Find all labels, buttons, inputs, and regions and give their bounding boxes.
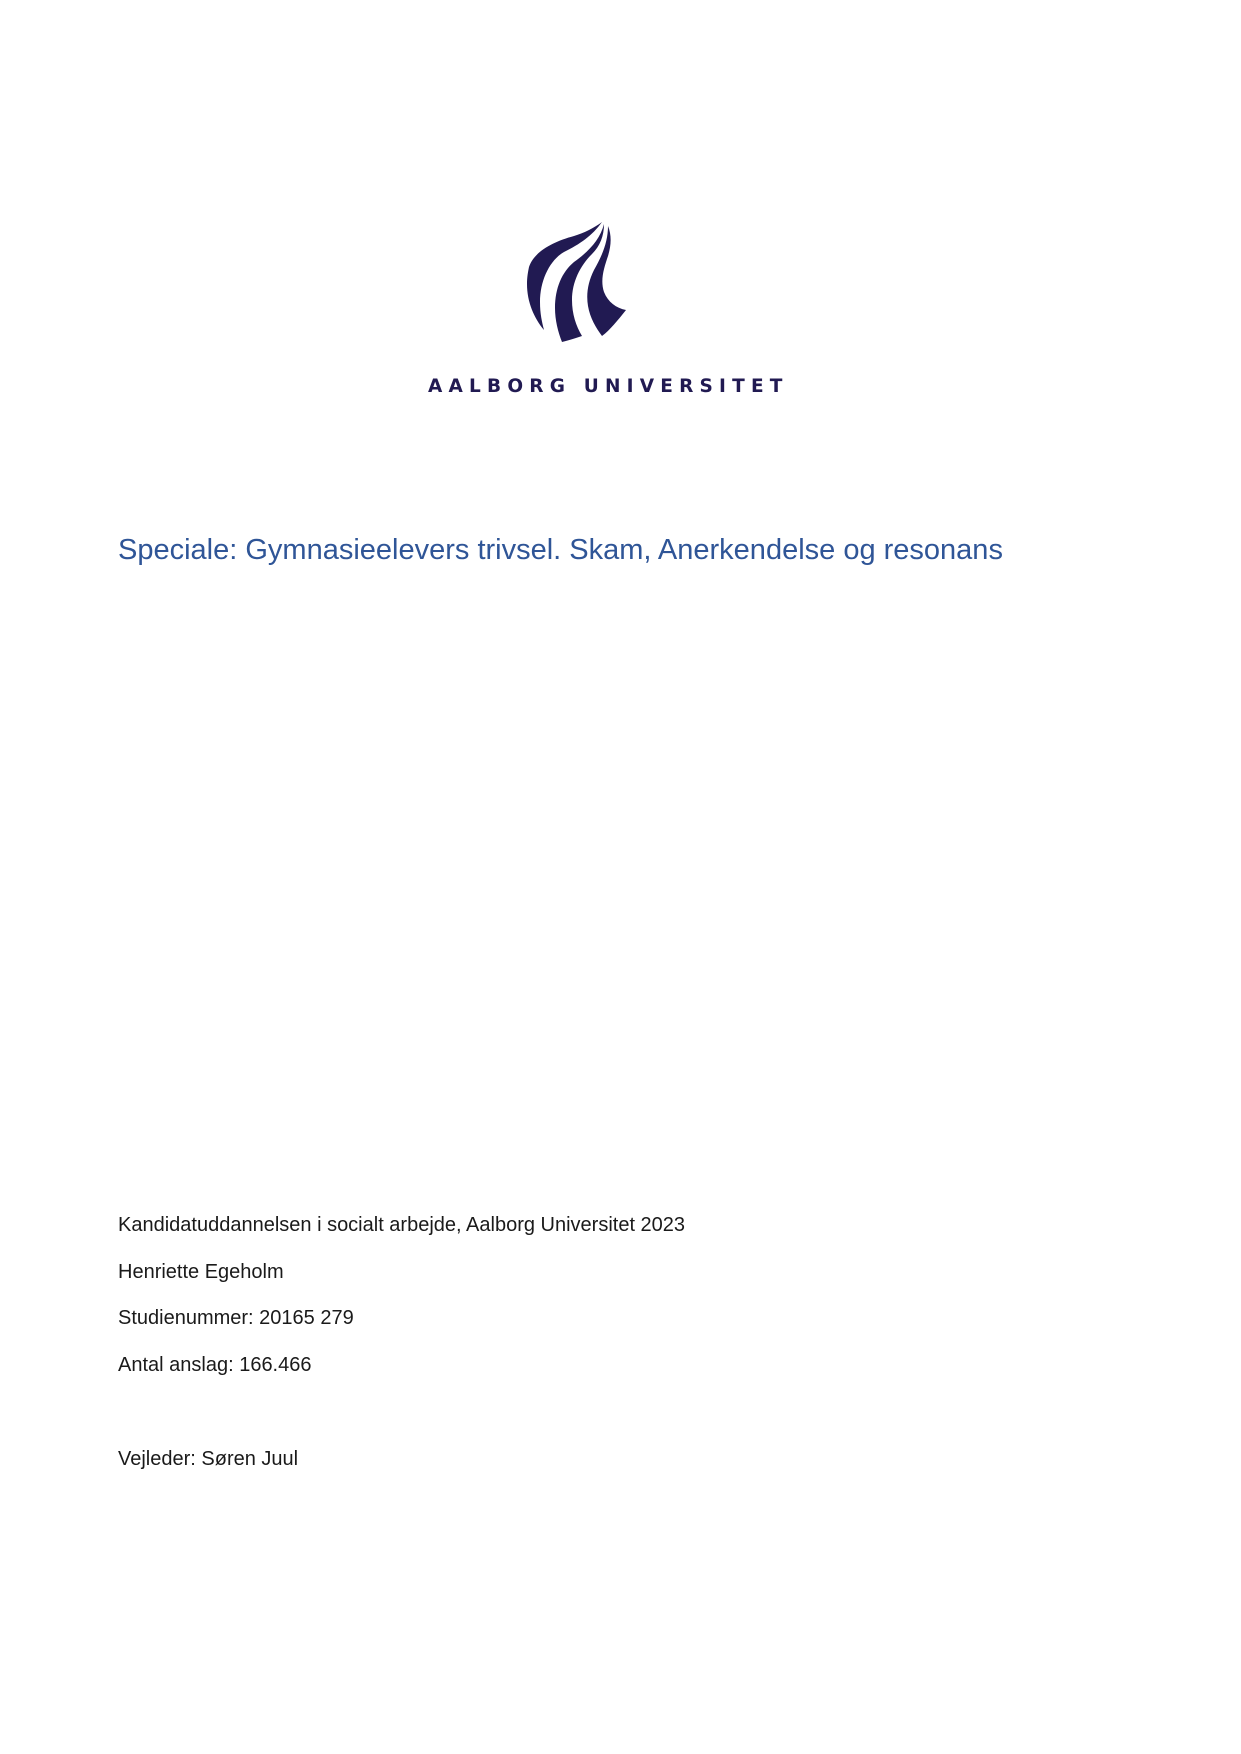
- university-wordmark: AALBORG UNIVERSITET: [428, 376, 789, 397]
- aau-logo-icon: [522, 222, 638, 342]
- student-number: Studienummer: 20165 279: [118, 1307, 354, 1329]
- program-line: Kandidatuddannelsen i socialt arbejde, Aalborg Universitet 2023: [118, 1214, 686, 1236]
- author-name: Henriette Egeholm: [118, 1261, 284, 1283]
- thesis-title: Speciale: Gymnasieelevers trivsel. Skam, Anerkendelse og resonans: [118, 534, 1003, 567]
- supervisor: Vejleder: Søren Juul: [118, 1448, 299, 1470]
- character-count: Antal anslag: 166.466: [118, 1354, 312, 1376]
